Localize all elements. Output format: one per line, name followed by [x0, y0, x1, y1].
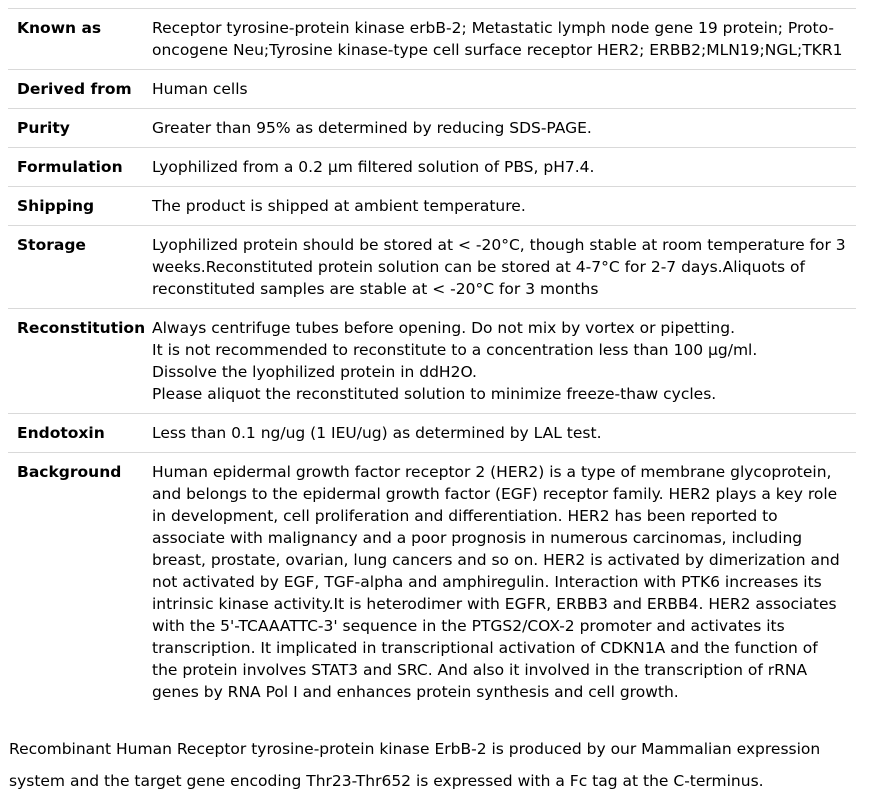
- row-endotoxin: [8, 414, 856, 453]
- label-known-as: Known as: [8, 9, 142, 70]
- row-purity: [8, 109, 856, 148]
- row-formulation: [8, 148, 856, 187]
- label-reconstitution: Reconstitution: [8, 309, 142, 414]
- label-storage: Storage: [8, 226, 142, 309]
- reconstitution-line: Please aliquot the reconstituted solution to minimize freeze-thaw cycles.: [152, 385, 717, 403]
- reconstitution-line: It is not recommended to reconstitute to a concentration less than 100 μg/ml.: [152, 341, 758, 359]
- row-reconstitution: [8, 309, 856, 414]
- label-derived-from: Derived from: [8, 70, 142, 109]
- row-background: [8, 453, 856, 712]
- row-shipping: [8, 187, 856, 226]
- product-spec-table: [8, 8, 856, 711]
- value-known-as: Receptor tyrosine-protein kinase erbB-2; Metastatic lymph node gene 19 protein; Proto-oncogene Neu;Tyrosine kinase-type cell surface receptor HER2; ERBB2;MLN19;NGL;TKR1: [142, 9, 856, 70]
- value-endotoxin: Less than 0.1 ng/ug (1 IEU/ug) as determined by LAL test.: [142, 414, 856, 453]
- value-formulation: Lyophilized from a 0.2 μm filtered solution of PBS, pH7.4.: [142, 148, 856, 187]
- value-reconstitution: [142, 309, 856, 414]
- row-storage: [8, 226, 856, 309]
- label-shipping: Shipping: [8, 187, 142, 226]
- value-shipping: The product is shipped at ambient temperature.: [142, 187, 856, 226]
- value-background: Human epidermal growth factor receptor 2 (HER2) is a type of membrane glycoprotein, and belongs to the epidermal growth factor (EGF) receptor family. HER2 plays a key role in development, cell proliferation and differentiation. HER2 has been reported to associate with malignancy and a poor prognosis in numerous carcinomas, including breast, prostate, ovarian, lung cancers and so on. HER2 is activated by dimerization and not activated by EGF, TGF-alpha and amphiregulin. Interaction with PTK6 increases its intrinsic kinase activity.It is heterodimer with EGFR, ERBB3 and ERBB4. HER2 associates with the 5'-TCAAATTC-3' sequence in the PTGS2/COX-2 promoter and activates its transcription. It implicated in transcriptional activation of CDKN1A and the function of the protein involves STAT3 and SRC. And also it involved in the transcription of rRNA genes by RNA Pol I and enhances protein synthesis and cell growth.: [152, 463, 840, 701]
- row-derived-from: [8, 70, 856, 109]
- value-purity: Greater than 95% as determined by reducing SDS-PAGE.: [142, 109, 856, 148]
- label-purity: Purity: [8, 109, 142, 148]
- label-endotoxin: Endotoxin: [8, 414, 142, 453]
- value-storage: Lyophilized protein should be stored at < -20°C, though stable at room temperature for 3 weeks.Reconstituted protein solution can be stored at 4-7°C for 2-7 days.Aliquots of reconstituted samples are stable at < -20°C for 3 months: [142, 226, 856, 309]
- reconstitution-line: Always centrifuge tubes before opening. Do not mix by vortex or pipetting.: [152, 319, 735, 337]
- reconstitution-line: Dissolve the lyophilized protein in ddH2O.: [152, 363, 477, 381]
- value-derived-from: Human cells: [142, 70, 856, 109]
- product-description: Recombinant Human Receptor tyrosine-protein kinase ErbB-2 is produced by our Mammalian expression system and the target gene encoding Thr23-Thr652 is expressed with a Fc tag at the C-terminus.: [9, 740, 821, 790]
- label-formulation: Formulation: [8, 148, 142, 187]
- row-known-as: [8, 9, 856, 70]
- label-background: Background: [17, 463, 122, 481]
